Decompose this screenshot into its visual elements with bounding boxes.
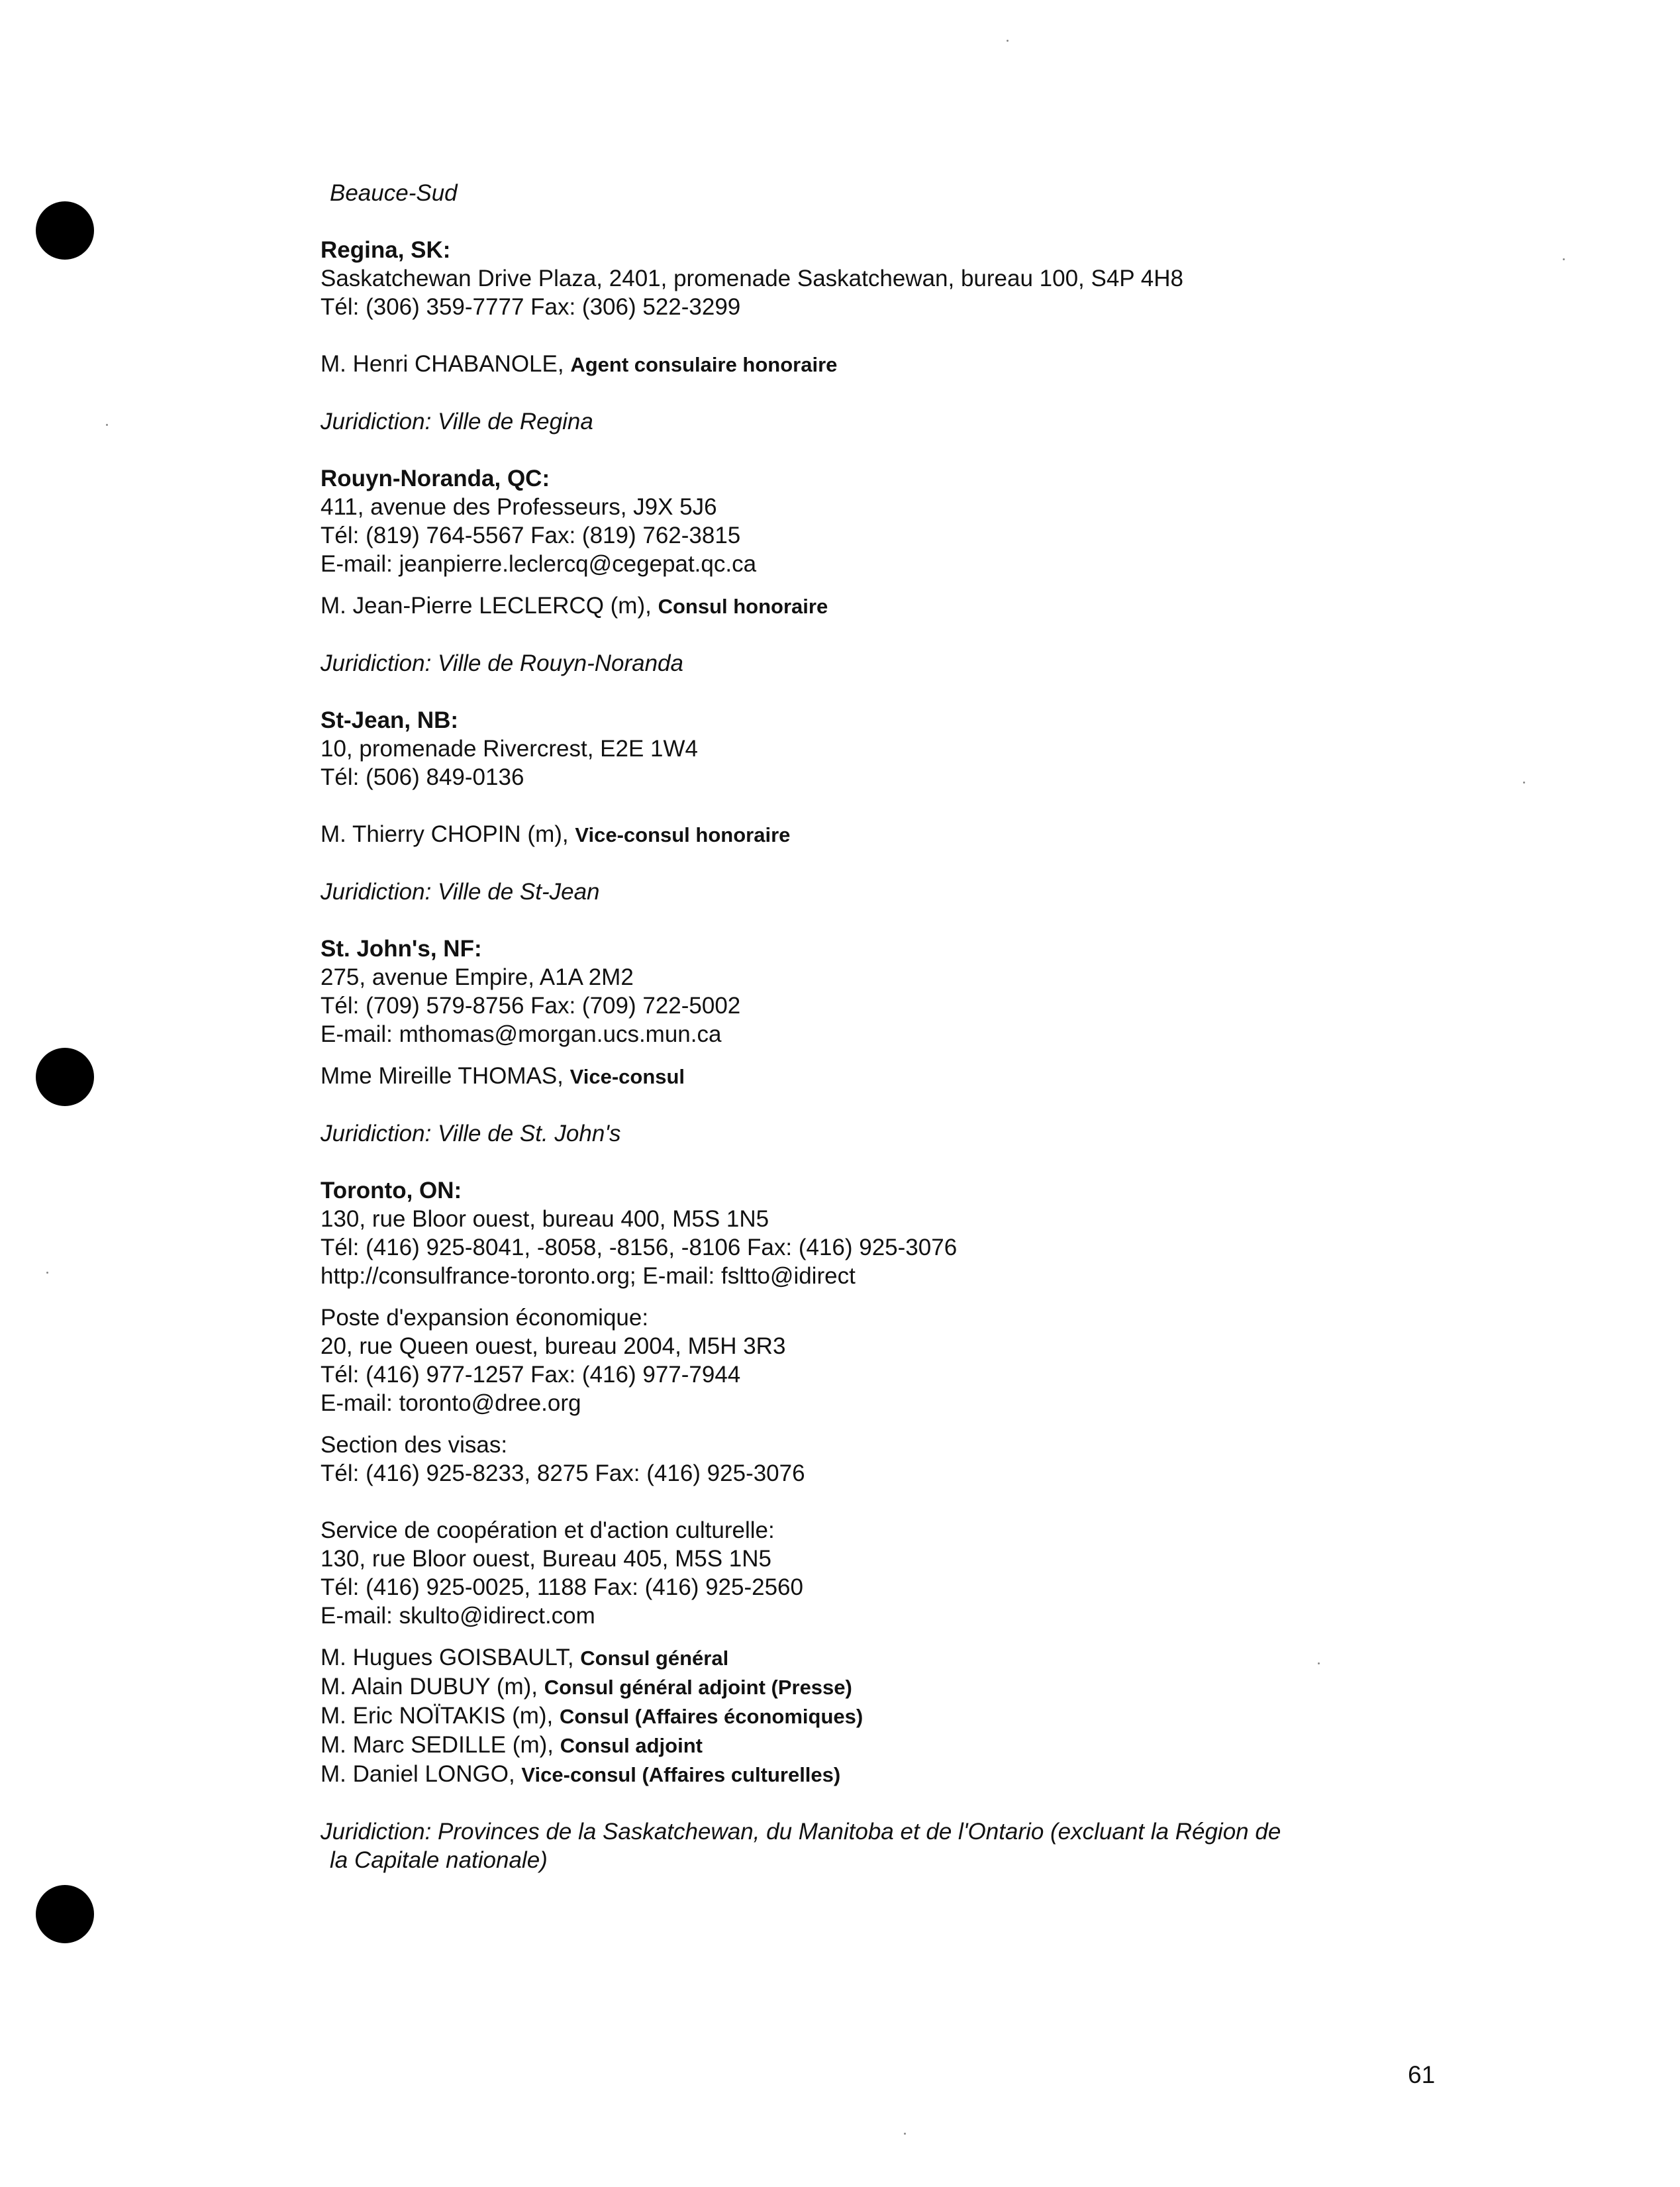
subsection-title: Service de coopération et d'action culturelle: [321, 1517, 775, 1543]
phone-line: Tél: (819) 764-5567 Fax: (819) 762-3815 [321, 523, 741, 548]
web-email-line: http://consulfrance-toronto.org; E-mail: fsltto@idirect [321, 1263, 856, 1289]
person-role: Vice-consul [569, 1065, 685, 1088]
scan-speck [1318, 1662, 1320, 1664]
person-line [321, 1702, 1380, 1731]
phone-line: Tél: (709) 579-8756 Fax: (709) 722-5002 [321, 993, 741, 1019]
address-line: 20, rue Queen ouest, bureau 2004, M5H 3R3 [321, 1333, 786, 1359]
section-heading: Rouyn-Noranda, QC: [321, 466, 550, 491]
subsection-title: Section des visas: [321, 1432, 508, 1458]
jurisdiction-line-continued: la Capitale nationale) [330, 1847, 548, 1873]
person-name: M. Jean-Pierre LECLERCQ (m), [321, 593, 658, 619]
address-line: 275, avenue Empire, A1A 2M2 [321, 964, 634, 990]
phone-line: Tél: (416) 925-0025, 1188 Fax: (416) 925-2560 [321, 1574, 803, 1600]
person-role: Vice-consul honoraire [575, 823, 791, 846]
punch-hole-middle [36, 1048, 94, 1106]
scan-speck [106, 424, 108, 426]
jurisdiction-line: Juridiction: Ville de St. John's [321, 1121, 621, 1146]
jurisdiction-line: Juridiction: Ville de Rouyn-Noranda [321, 650, 683, 676]
jurisdiction-line: Juridiction: Provinces de la Saskatchewan, du Manitoba et de l'Ontario (excluant la Région de [321, 1819, 1281, 1845]
address-line: 10, promenade Rivercrest, E2E 1W4 [321, 736, 698, 762]
section-rouyn-noranda [321, 464, 1380, 706]
address-line: Saskatchewan Drive Plaza, 2401, promenade Saskatchewan, bureau 100, S4P 4H8 [321, 266, 1183, 291]
phone-line: Tél: (416) 925-8041, -8058, -8156, -8106 Fax: (416) 925-3076 [321, 1235, 958, 1260]
section-toronto [321, 1176, 1380, 1874]
scan-speck [1523, 782, 1525, 784]
person-name: M. Hugues GOISBAULT, [321, 1645, 581, 1670]
person-role: Consul adjoint [560, 1734, 703, 1757]
person-name: M. Henri CHABANOLE, [321, 351, 571, 377]
address-line: 411, avenue des Professeurs, J9X 5J6 [321, 494, 717, 520]
scan-speck [46, 1272, 48, 1274]
person-line [321, 591, 1380, 621]
subsection-visas [321, 1431, 1380, 1488]
jurisdiction-line: Juridiction: Ville de St-Jean [321, 879, 600, 905]
person-role: Consul général adjoint (Presse) [544, 1676, 852, 1699]
person-role: Vice-consul (Affaires culturelles) [521, 1763, 841, 1786]
person-line [321, 1672, 1380, 1702]
intro-line: Beauce-Sud [330, 180, 458, 206]
scan-speck [904, 2133, 906, 2135]
phone-line: Tél: (306) 359-7777 Fax: (306) 522-3299 [321, 294, 741, 320]
person-line [321, 1062, 1380, 1091]
section-heading: St-Jean, NB: [321, 707, 459, 733]
subsection-title: Poste d'expansion économique: [321, 1305, 649, 1331]
subsection-cooperation [321, 1516, 1380, 1630]
scan-speck [1007, 40, 1009, 42]
section-st-jean [321, 706, 1380, 935]
address-line: 130, rue Bloor ouest, Bureau 405, M5S 1N5 [321, 1546, 771, 1572]
person-line [321, 350, 1380, 379]
email-line: E-mail: jeanpierre.leclercq@cegepat.qc.ca [321, 551, 757, 577]
page-number: 61 [1408, 2061, 1436, 2088]
email-line: E-mail: mthomas@morgan.ucs.mun.ca [321, 1021, 722, 1047]
document-body [321, 179, 1380, 1874]
person-line [321, 1760, 1380, 1789]
punch-hole-bottom [36, 1885, 94, 1943]
person-name: Mme Mireille THOMAS, [321, 1063, 570, 1089]
phone-line: Tél: (416) 925-8233, 8275 Fax: (416) 925-3076 [321, 1460, 805, 1486]
phone-line: Tél: (506) 849-0136 [321, 764, 524, 790]
person-line [321, 1643, 1380, 1672]
section-st-johns [321, 935, 1380, 1176]
address-line: 130, rue Bloor ouest, bureau 400, M5S 1N5 [321, 1206, 769, 1232]
person-name: M. Eric NOÏTAKIS (m), [321, 1703, 560, 1729]
person-role: Consul honoraire [658, 595, 828, 618]
person-role: Consul (Affaires économiques) [560, 1705, 864, 1728]
scan-speck [1563, 258, 1565, 260]
person-name: M. Daniel LONGO, [321, 1761, 522, 1787]
section-heading: St. John's, NF: [321, 936, 482, 962]
punch-hole-top [36, 201, 94, 260]
section-heading: Regina, SK: [321, 237, 451, 263]
subsection-expansion [321, 1303, 1380, 1417]
email-line: E-mail: toronto@dree.org [321, 1390, 581, 1416]
person-line [321, 820, 1380, 849]
email-line: E-mail: skulto@idirect.com [321, 1603, 595, 1629]
section-heading: Toronto, ON: [321, 1178, 462, 1203]
section-regina [321, 236, 1380, 464]
jurisdiction-line: Juridiction: Ville de Regina [321, 409, 593, 434]
person-role: Agent consulaire honoraire [570, 353, 838, 376]
person-name: M. Marc SEDILLE (m), [321, 1732, 560, 1758]
person-name: M. Alain DUBUY (m), [321, 1674, 544, 1700]
person-role: Consul général [580, 1647, 729, 1670]
person-name: M. Thierry CHOPIN (m), [321, 821, 575, 847]
phone-line: Tél: (416) 977-1257 Fax: (416) 977-7944 [321, 1362, 741, 1388]
person-line [321, 1731, 1380, 1760]
